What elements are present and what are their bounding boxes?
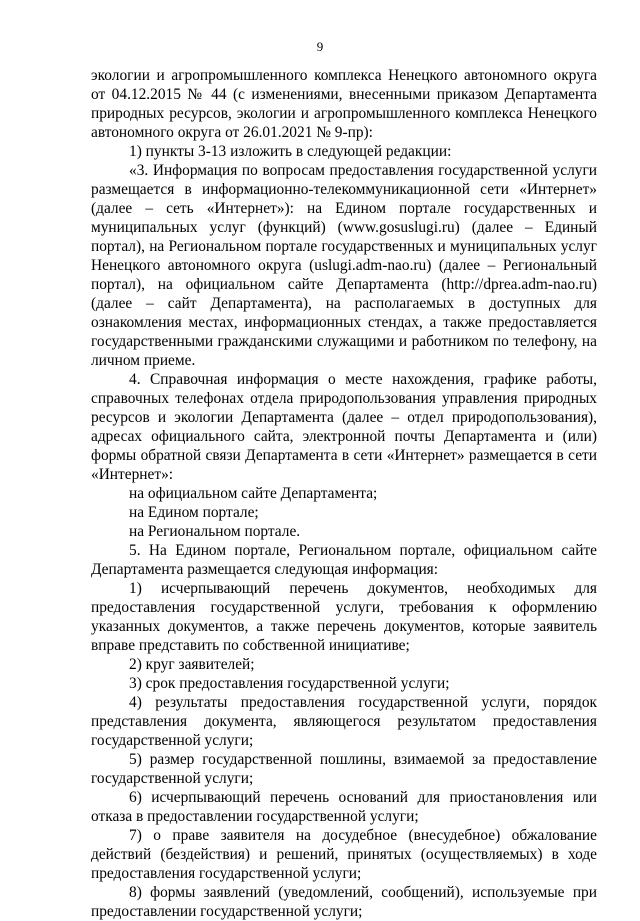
page-number: 9 — [316, 39, 324, 54]
list-item-regional-portal: на Региональном портале. — [129, 523, 301, 540]
list-item-official-site: на официальном сайте Департамента; — [129, 485, 378, 502]
paragraph-continuation: экологии и агропромышленного комплекса Ненецкого автономного округа от 04.12.2015 № 44 (с изменениями, внесенными приказом Департамента природных ресурсов, экологии и агропромышленного комплекса Ненецкого автономного округа от 26.01.2021 № 9-пр): — [91, 67, 597, 141]
list-item-5: 5) размер государственной пошлины, взимаемой за предоставление государственной услуги; — [91, 751, 597, 787]
paragraph-item-1: 1) пункты 3-13 изложить в следующей редакции: — [129, 143, 452, 160]
list-item-8: 8) формы заявлений (уведомлений, сообщений), используемые при предоставлении государственной услуги; — [91, 884, 597, 920]
list-item-6: 6) исчерпывающий перечень оснований для приостановления или отказа в предоставлении государственной услуги; — [91, 789, 597, 825]
list-item-7: 7) о праве заявителя на досудебное (внесудебное) обжалование действий (бездействия) и решений, принятых (осуществляемых) в ходе предоставления государственной услуги; — [91, 827, 597, 882]
paragraph-point-4: 4. Справочная информация о месте нахождения, графике работы, справочных телефонах отдела природопользования управления природных ресурсов и экологии Департамента (далее – отдел природопользования), адресах официального сайта, электронной почты Департамента и (или) формы обратной связи Департамента в сети «Интернет» размещается в сети «Интернет»: — [91, 371, 597, 483]
list-item-3: 3) срок предоставления государственной услуги; — [129, 675, 450, 692]
list-item-2: 2) круг заявителей; — [129, 656, 255, 673]
list-item-single-portal: на Едином портале; — [129, 504, 259, 521]
document-body — [91, 66, 597, 921]
paragraph-point-5: 5. На Едином портале, Региональном портале, официальном сайте Департамента размещается следующая информация: — [91, 542, 597, 578]
paragraph-point-3: «3. Информация по вопросам предоставления государственной услуги размещается в информационно-телекоммуникационной сети «Интернет» (далее – сеть «Интернет»): на Едином портале государственных и муниципальных услуг (функций) (www.gosuslugi.ru) (далее – Единый портал), на Региональном портале государственных и муниципальных услуг Ненецкого автономного округа (uslugi.adm-nao.ru) (далее – Региональный портал), на официальном сайте Департамента (http://dprea.adm-nao.ru) (далее – сайт Департамента), на располагаемых в доступных для ознакомления местах, информационных стендах, а также предоставляется государственными гражданскими служащими и работником по телефону, на личном приеме. — [91, 162, 597, 369]
list-item-4: 4) результаты предоставления государственной услуги, порядок представления документа, являющегося результатом предоставления государственной услуги; — [91, 694, 597, 749]
list-item-1: 1) исчерпывающий перечень документов, необходимых для предоставления государственной услуги, требования к оформлению указанных документов, а также перечень документов, которые заявитель вправе представить по собственной инициативе; — [91, 580, 597, 654]
